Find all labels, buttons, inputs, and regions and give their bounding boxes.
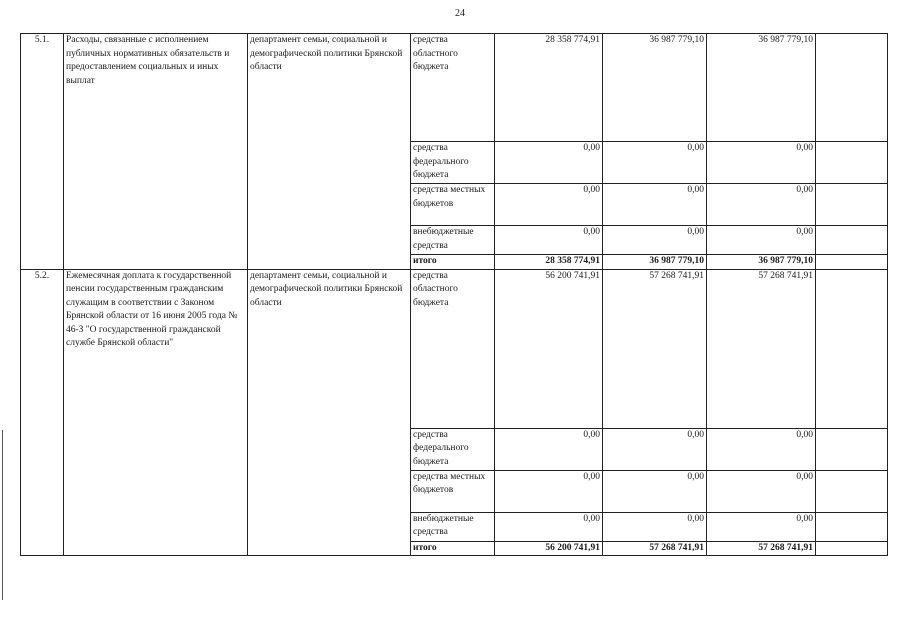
empty-cell [816, 34, 888, 142]
table-row [21, 34, 888, 142]
source-label: средства областного бюджета [411, 269, 495, 428]
value-year-2: 0,00 [603, 226, 707, 255]
value-year-3: 57 268 741,91 [707, 541, 816, 556]
row-title: Расходы, связанные с исполнением публичных нормативных обязательств и предоставлением социальных и иных выплат [64, 34, 248, 270]
value-year-2: 36 987 779,10 [603, 255, 707, 270]
row-index: 5.2. [21, 269, 64, 556]
row-executor: департамент семьи, социальной и демографической политики Брянской области [248, 269, 411, 556]
row-index: 5.1. [21, 34, 64, 270]
value-year-1: 28 358 774,91 [495, 255, 603, 270]
value-year-2: 0,00 [603, 512, 707, 541]
value-year-3: 0,00 [707, 428, 816, 470]
source-label: внебюджетные средства [411, 512, 495, 541]
page-number: 24 [455, 8, 465, 19]
value-year-3: 0,00 [707, 470, 816, 512]
value-year-3: 0,00 [707, 226, 816, 255]
value-year-2: 0,00 [603, 184, 707, 226]
value-year-1: 0,00 [495, 226, 603, 255]
margin-mark [2, 430, 3, 600]
value-year-2: 57 268 741,91 [603, 541, 707, 556]
table-row [21, 269, 888, 428]
budget-table [20, 33, 888, 556]
value-year-3: 0,00 [707, 142, 816, 184]
value-year-3: 36 987 779,10 [707, 34, 816, 142]
source-label: средства федерального бюджета [411, 428, 495, 470]
source-label: средства местных бюджетов [411, 184, 495, 226]
row-executor: департамент семьи, социальной и демографической политики Брянской области [248, 34, 411, 270]
value-year-1: 0,00 [495, 142, 603, 184]
empty-cell [816, 541, 888, 556]
empty-cell [816, 512, 888, 541]
value-year-2: 0,00 [603, 142, 707, 184]
value-year-3: 0,00 [707, 512, 816, 541]
empty-cell [816, 269, 888, 428]
value-year-1: 0,00 [495, 184, 603, 226]
empty-cell [816, 428, 888, 470]
value-year-3: 0,00 [707, 184, 816, 226]
source-label: итого [411, 255, 495, 270]
source-label: средства областного бюджета [411, 34, 495, 142]
value-year-1: 56 200 741,91 [495, 269, 603, 428]
row-title: Ежемесячная доплата к государственной пенсии государственным гражданским служащим в соответствии с Законом Брянской области от 16 июня 2005 года № 46-З "О государственной гражданской службе Брянской области" [64, 269, 248, 556]
value-year-2: 0,00 [603, 470, 707, 512]
source-label: внебюджетные средства [411, 226, 495, 255]
empty-cell [816, 226, 888, 255]
value-year-1: 0,00 [495, 470, 603, 512]
value-year-2: 36 987 779,10 [603, 34, 707, 142]
empty-cell [816, 184, 888, 226]
source-label: средства местных бюджетов [411, 470, 495, 512]
value-year-1: 0,00 [495, 428, 603, 470]
value-year-2: 0,00 [603, 428, 707, 470]
source-label: итого [411, 541, 495, 556]
value-year-1: 28 358 774,91 [495, 34, 603, 142]
value-year-3: 57 268 741,91 [707, 269, 816, 428]
value-year-3: 36 987 779,10 [707, 255, 816, 270]
source-label: средства федерального бюджета [411, 142, 495, 184]
empty-cell [816, 470, 888, 512]
value-year-1: 56 200 741,91 [495, 541, 603, 556]
value-year-2: 57 268 741,91 [603, 269, 707, 428]
value-year-1: 0,00 [495, 512, 603, 541]
empty-cell [816, 142, 888, 184]
empty-cell [816, 255, 888, 270]
